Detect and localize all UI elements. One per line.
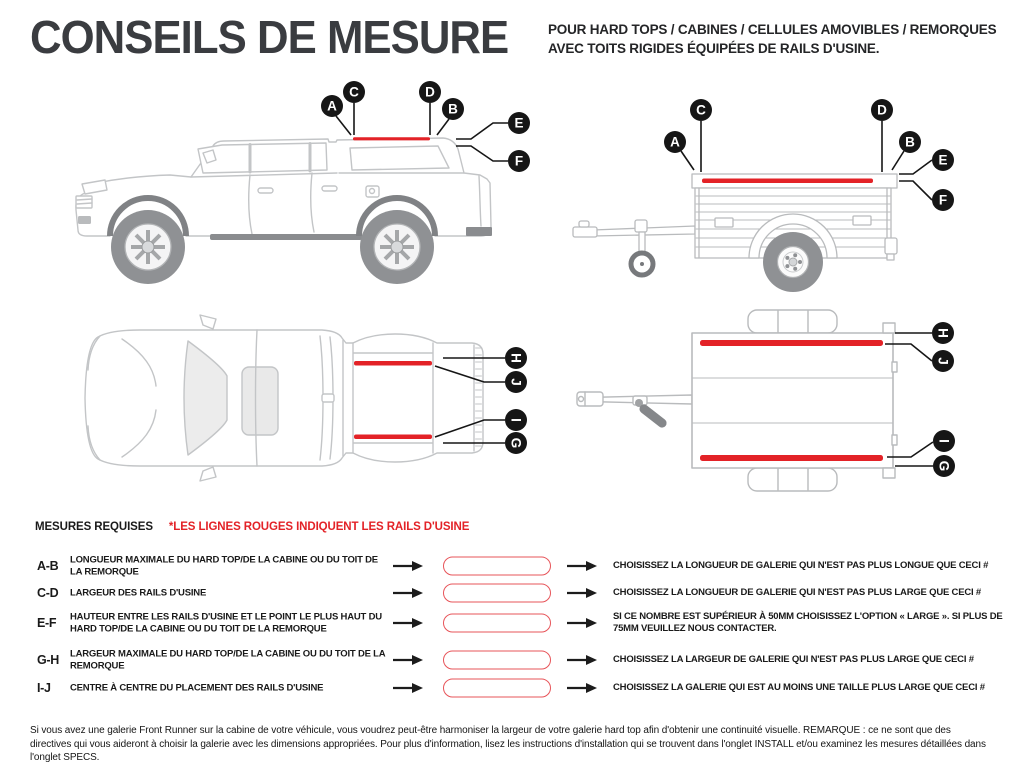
measurement-row-e-f [0, 610, 1024, 636]
trailer-side-view-diagram [565, 90, 1020, 295]
jockey-handle [638, 403, 669, 430]
sunroof [242, 367, 278, 435]
callout-label: G [936, 460, 952, 472]
trailer-top-view-diagram [575, 300, 1024, 515]
jockey-wheel [631, 253, 653, 275]
arrow-right-icon [393, 654, 423, 666]
subtitle-line-1: POUR HARD TOPS / CABINES / CELLULES AMOVIBLES / REMORQUES [548, 22, 997, 37]
front-wheel [111, 210, 185, 284]
taillight [885, 238, 897, 254]
trailer-box [692, 333, 893, 468]
measure-description: CENTRE À CENTRE DU PLACEMENT DES RAILS D'USINE [70, 682, 324, 694]
callout-label: F [514, 153, 524, 169]
measure-id: G-H [37, 653, 60, 667]
measure-instruction: CHOISISSEZ LA LARGEUR DE GALERIE QUI N'EST PAS PLUS LARGE QUE CECI # [613, 654, 974, 665]
factory-rail-line [354, 361, 432, 366]
page-subtitle [548, 21, 1018, 58]
measure-id: A-B [37, 559, 59, 573]
trailer-wheel [763, 232, 823, 292]
measure-description: HAUTEUR ENTRE LES RAILS D'USINE ET LE POINT LE PLUS HAUT DU HARD TOP/DE LA CABINE OU DU TOIT DE LA REMORQUE [70, 611, 382, 634]
rear-hitch [466, 227, 492, 236]
arrow-right-icon [567, 654, 597, 666]
factory-rail-line [700, 340, 883, 346]
callout-label: B [905, 134, 915, 150]
trailer-wheel-bottom [748, 468, 837, 491]
pickup-top-view-diagram [70, 310, 532, 510]
factory-rail-line [354, 435, 432, 440]
measurement-row-g-h [0, 647, 1024, 673]
callout-label: D [877, 102, 887, 118]
measure-id: I-J [37, 681, 51, 695]
callout-label: A [327, 98, 337, 114]
fog-lamp [78, 216, 91, 224]
factory-rail-line [700, 455, 883, 461]
subtitle-line-2: AVEC TOITS RIGIDES ÉQUIPÉES DE RAILS D'USINE. [548, 40, 880, 56]
callout-label: A [670, 134, 680, 150]
arrow-right-icon [567, 560, 597, 572]
measurement-field[interactable] [443, 557, 551, 576]
callout-label: J [935, 357, 951, 365]
measure-id: C-D [37, 586, 59, 600]
mirror [200, 315, 216, 329]
measure-instruction: SI CE NOMBRE EST SUPÉRIEUR À 50MM CHOISISSEZ L'OPTION « LARGE ». SI PLUS DE 75MM VEUILLEZ NOUS CONTACTER. [613, 611, 1003, 634]
measures-section-header [35, 521, 469, 533]
arrow-right-icon [567, 617, 597, 629]
mirror [200, 467, 216, 481]
measure-instruction: CHOISISSEZ LA LONGUEUR DE GALERIE QUI N'EST PAS PLUS LONGUE QUE CECI # [613, 560, 989, 571]
callout-label: G [508, 437, 524, 449]
trailer-wheel-top [748, 310, 837, 333]
measure-instruction: CHOISISSEZ LA LONGUEUR DE GALERIE QUI N'EST PAS PLUS LARGE QUE CECI # [613, 587, 981, 598]
measurement-row-c-d [0, 583, 1024, 603]
arrow-right-icon [393, 587, 423, 599]
arrow-right-icon [393, 682, 423, 694]
callout-label: I [508, 418, 524, 422]
callout-label: E [514, 115, 524, 131]
measure-description: LARGEUR MAXIMALE DU HARD TOP/DE LA CABINE OU DU TOIT DE LA REMORQUE [70, 648, 386, 671]
measure-description: LONGUEUR MAXIMALE DU HARD TOP/DE LA CABINE OU DU TOIT DE LA REMORQUE [70, 554, 378, 577]
factory-rail-line [702, 179, 873, 184]
callout-markers [932, 322, 955, 477]
rear-wheel [360, 210, 434, 284]
callout-label: I [936, 439, 952, 443]
measure-instruction: CHOISISSEZ LA GALERIE QUI EST AU MOINS UNE TAILLE PLUS LARGE QUE CECI # [613, 682, 985, 693]
truck-top-body [85, 330, 483, 466]
callout-label: H [935, 328, 951, 338]
callout-label: H [508, 353, 524, 363]
measure-id: E-F [37, 616, 57, 630]
callout-label: J [508, 378, 524, 386]
measurement-field[interactable] [443, 651, 551, 670]
arrow-right-icon [567, 587, 597, 599]
callout-markers [505, 347, 527, 454]
callout-label: C [349, 84, 359, 100]
callout-label: E [938, 152, 948, 168]
pickup-hardtop-side-view-diagram [60, 80, 535, 292]
arrow-right-icon [567, 682, 597, 694]
arrow-right-icon [393, 617, 423, 629]
cab-windows [198, 143, 327, 173]
arrow-right-icon [393, 560, 423, 572]
factory-rail-line [353, 137, 430, 140]
measures-title: MESURES REQUISES [35, 521, 153, 533]
measurement-field[interactable] [443, 584, 551, 603]
measurement-field[interactable] [443, 679, 551, 698]
measurement-row-i-j [0, 678, 1024, 698]
measure-description: LARGEUR DES RAILS D'USINE [70, 587, 207, 599]
callout-label: D [425, 84, 435, 100]
measurement-field[interactable] [443, 614, 551, 633]
callout-label: F [938, 192, 948, 208]
rocker-step [210, 234, 362, 240]
measurement-row-a-b [0, 553, 1024, 579]
callout-label: B [448, 101, 458, 117]
red-lines-note: *LES LIGNES ROUGES INDIQUENT LES RAILS D'USINE [168, 521, 470, 533]
callout-label: C [696, 102, 706, 118]
canopy-window [350, 146, 449, 170]
page-title: CONSEILS DE MESURE [30, 11, 509, 63]
footnote-text: Si vous avez une galerie Front Runner sur la cabine de votre véhicule, vous voudrez peut-être harmoniser la largeur de votre galerie hard top afin d'obtenir une continuité visuelle. REMARQUE : ce ne sont que des directives qui vous aideront à choisir la galerie avec les dimensions appropriées. Pour plus d'information, lisez les instructions d'installation qui se trouvent dans l'onglet INSTALL et/ou examinez les mesures détaillées dans l'onglet SPECS. [30, 725, 986, 763]
